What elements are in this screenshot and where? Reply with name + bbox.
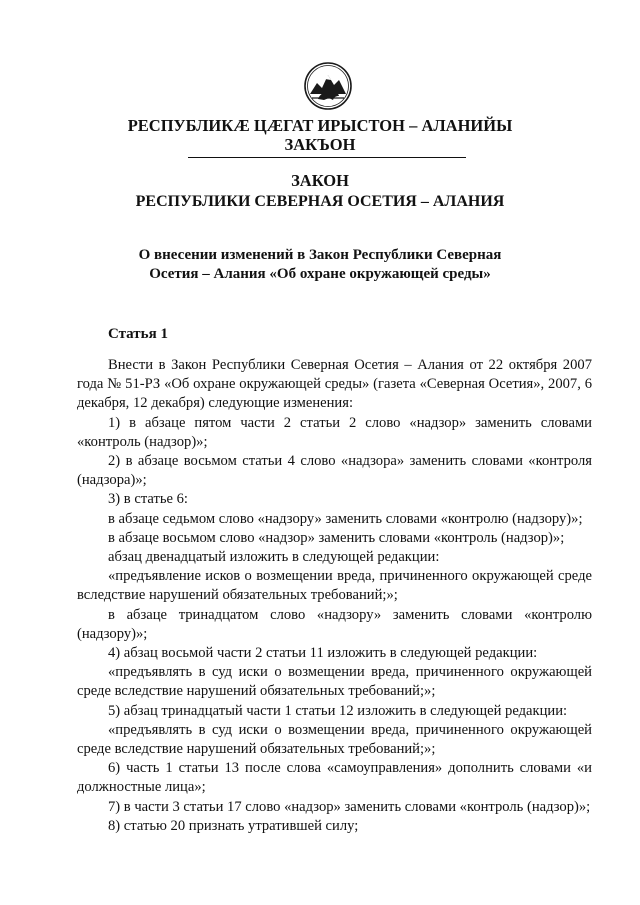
paragraph: в абзаце восьмом слово «надзор» заменить словами «контроль (надзор)»; bbox=[108, 529, 565, 546]
law-title-line2: Осетия – Алания «Об охране окружающей среды» bbox=[149, 266, 491, 282]
paragraph: в абзаце седьмом слово «надзору» заменить словами «контролю (надзору)»; bbox=[108, 510, 583, 527]
paragraph: в абзаце тринадцатом слово «надзору» заменить словами «контролю (надзору)»; bbox=[77, 606, 592, 642]
law-label-russian: ЗАКОН bbox=[291, 171, 349, 190]
coat-of-arms-icon bbox=[303, 61, 353, 111]
paragraph: 3) в статье 6: bbox=[108, 491, 188, 508]
paragraph: 1) в абзаце пятом части 2 статьи 2 слово «надзор» заменить словами «контроль (надзор)»; bbox=[77, 414, 592, 450]
article-heading: Статья 1 bbox=[108, 326, 168, 342]
paragraph: 6) часть 1 статьи 13 после слова «самоуправления» дополнить словами «и должностные лица»; bbox=[77, 760, 592, 796]
republic-name-ossetian: РЕСПУБЛИКӔ ЦӔГАТ ИРЫСТОН – АЛАНИЙЫ bbox=[127, 116, 513, 135]
paragraph: Внести в Закон Республики Северная Осетия – Алания от 22 октября 2007 года № 51-РЗ «Об охране окружающей среды» (газета «Северная Осетия», 2007, 6 декабря, 12 декабря) следующие изменения: bbox=[77, 357, 592, 412]
paragraph: «предъявлять в суд иски о возмещении вреда, причиненного окружающей среде вследствие нарушений обязательных требований;»; bbox=[77, 721, 592, 758]
republic-name-russian: РЕСПУБЛИКИ СЕВЕРНАЯ ОСЕТИЯ – АЛАНИЯ bbox=[135, 193, 505, 210]
law-title-line1: О внесении изменений в Закон Республики Северная bbox=[138, 247, 502, 263]
header-divider bbox=[188, 157, 466, 158]
paragraph: 7) в части 3 статьи 17 слово «надзор» заменить словами «контроль (надзор)»; bbox=[108, 798, 591, 815]
article-body bbox=[77, 356, 592, 836]
law-label-ossetian: ЗАКЪОН bbox=[284, 135, 356, 154]
paragraph: 5) абзац тринадцатый части 1 статьи 12 изложить в следующей редакции: bbox=[108, 702, 568, 719]
paragraph: абзац двенадцатый изложить в следующей редакции: bbox=[108, 549, 440, 566]
paragraph: 2) в абзаце восьмом статьи 4 слово «надзора» заменить словами «контроля (надзора)»; bbox=[77, 453, 592, 489]
paragraph: 8) статью 20 признать утратившей силу; bbox=[108, 817, 359, 834]
paragraph: «предъявление исков о возмещении вреда, причиненного окружающей среде вследствие нарушений обязательных требований;»; bbox=[77, 568, 592, 604]
paragraph: «предъявлять в суд иски о возмещении вреда, причиненного окружающей среде вследствие нарушений обязательных требований;»; bbox=[77, 664, 592, 700]
paragraph: 4) абзац восьмой части 2 статьи 11 изложить в следующей редакции: bbox=[108, 645, 538, 662]
